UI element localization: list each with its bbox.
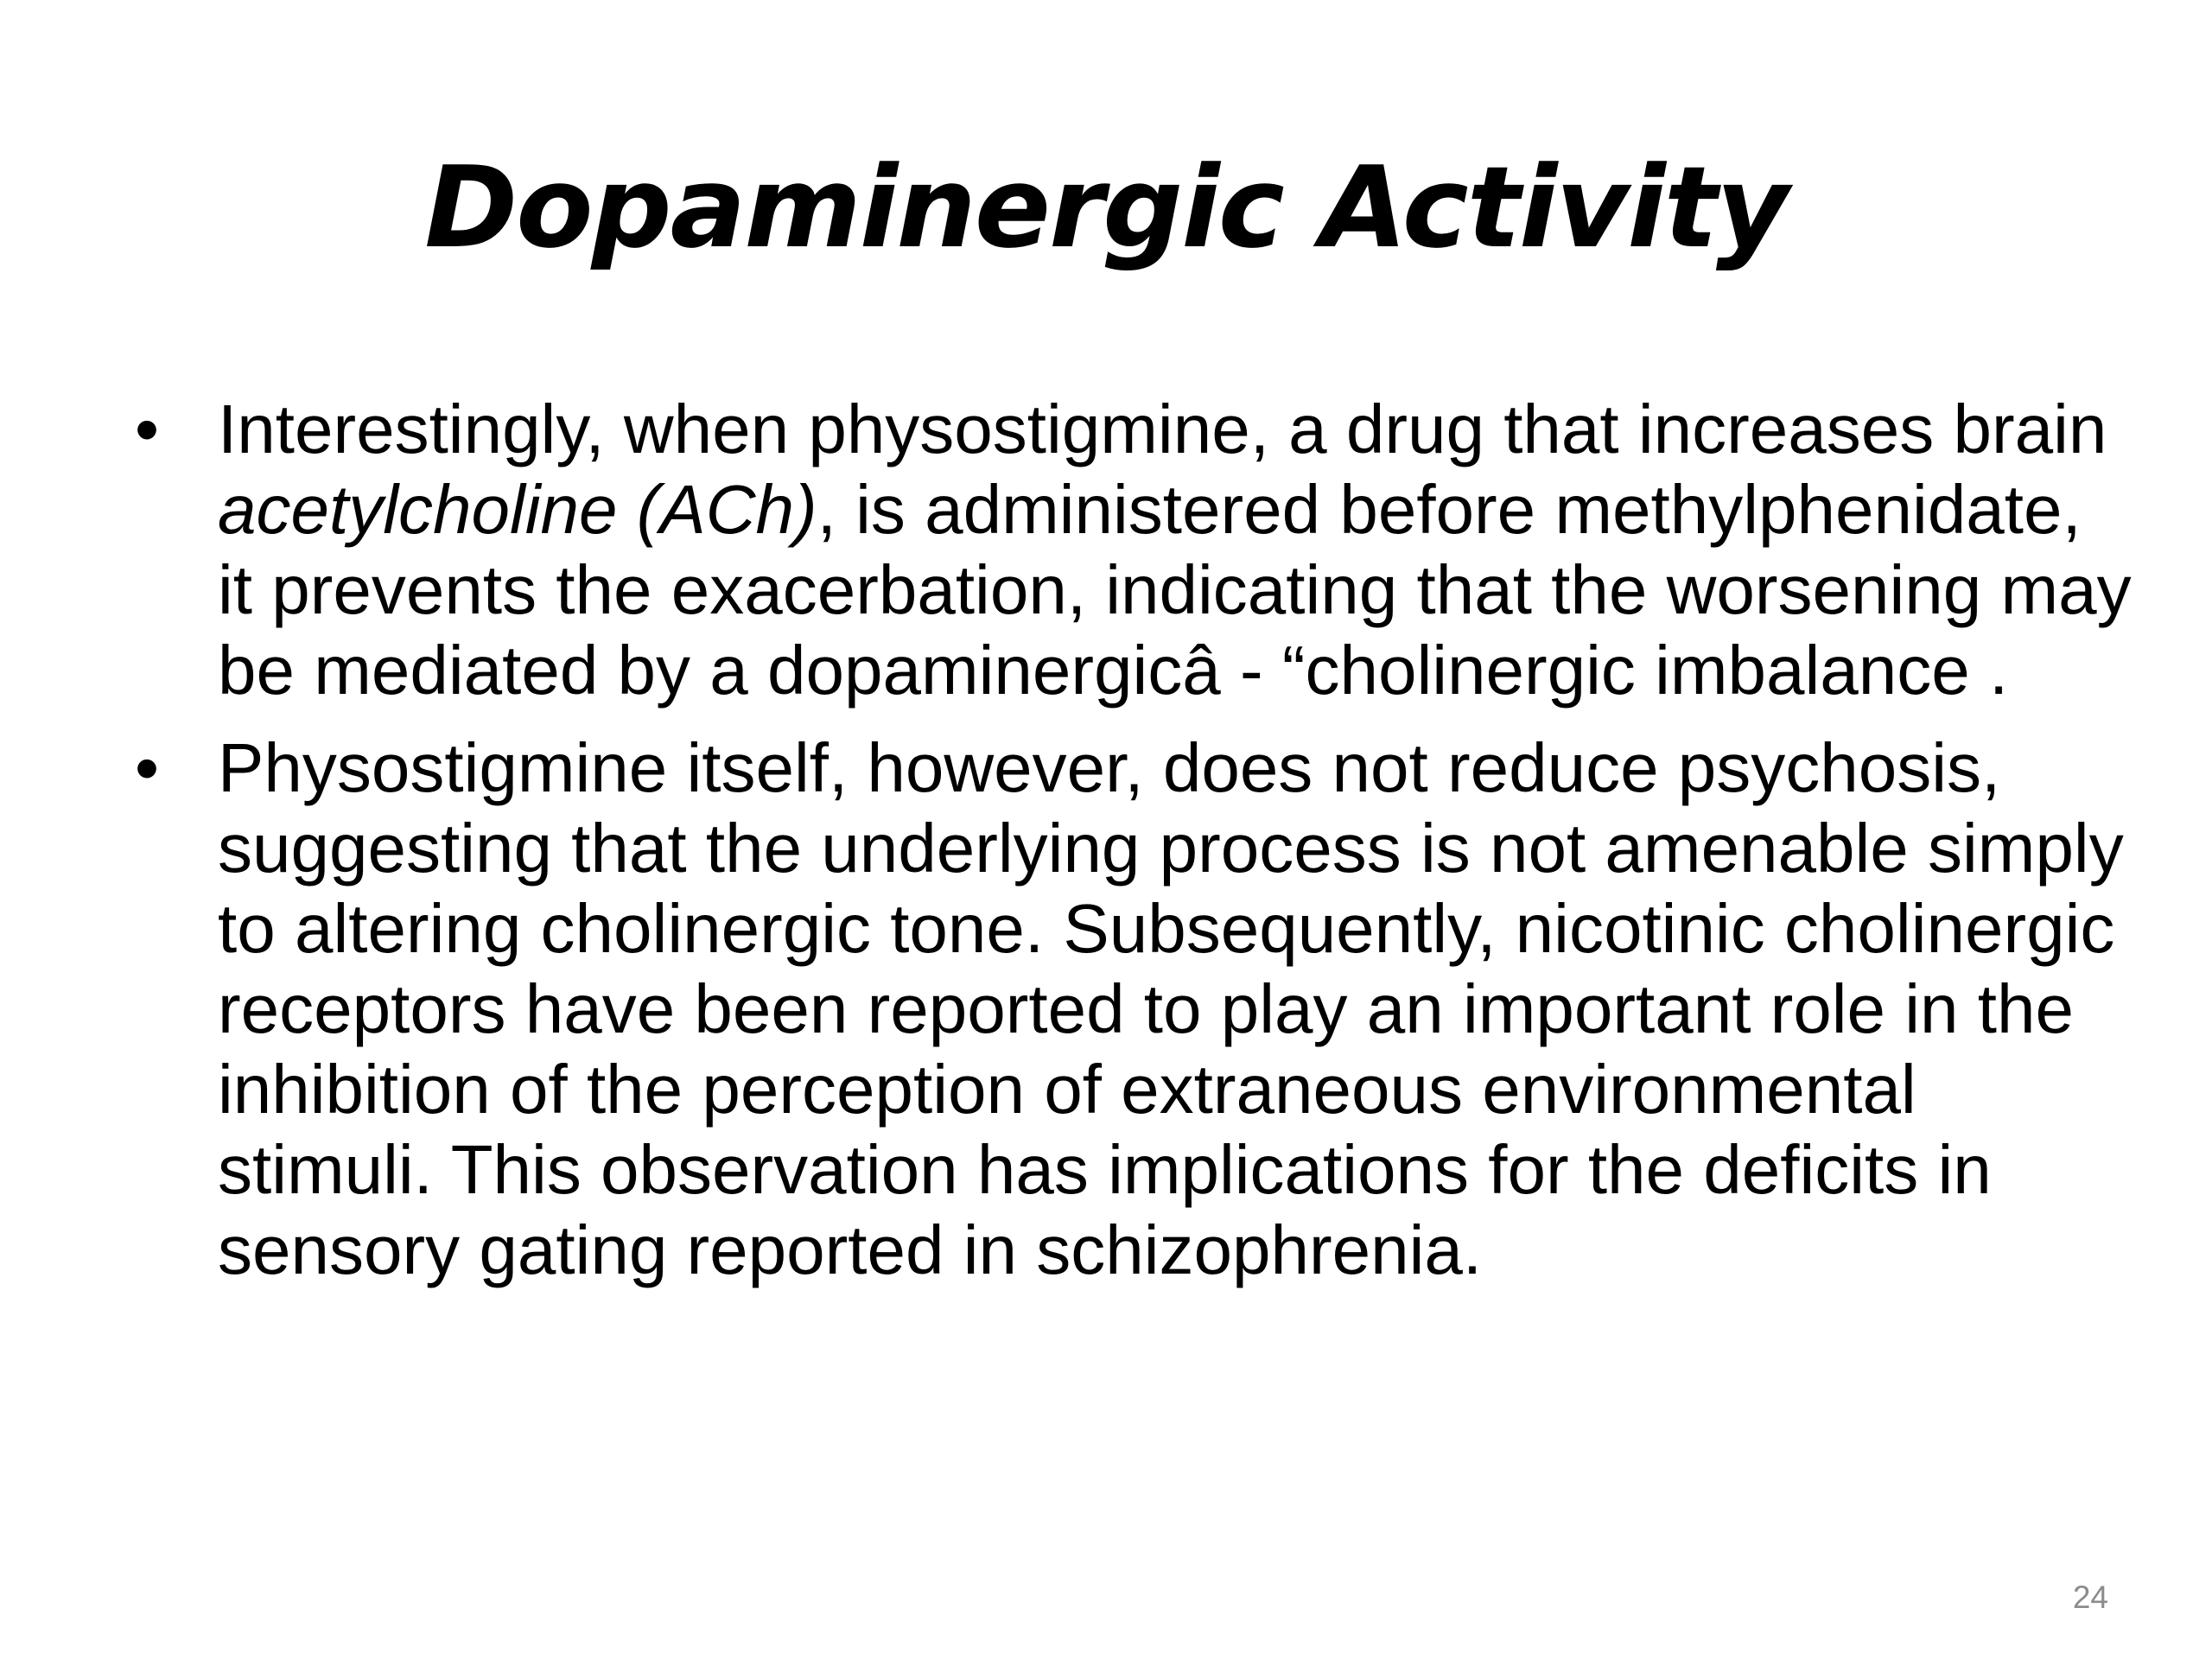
bullet-text-start: Interestingly, when physostigmine, a drug that increases brain (218, 391, 2107, 467)
bullet-marker: • (134, 729, 159, 806)
slide-title: Dopaminergic Activity (424, 142, 1788, 273)
bullet-text-end: , is administered before methylphenidate, it prevents the exacerbation, indicating that the worsening may be mediated by a dopaminergicâ - “cholinergic imbalance . (218, 471, 2132, 709)
bullet-item-2 (121, 728, 2134, 1290)
bullet-list (121, 389, 2134, 1307)
bullet-item-1 (121, 389, 2134, 710)
bullet-text-italic: acetylcholine (ACh) (218, 471, 817, 548)
bullet-marker: • (134, 391, 159, 467)
bullet-text: Physostigmine itself, however, does not reduce psychosis, suggesting that the underlying process is not amenable simply to altering cholinergic tone. Subsequently, nicotinic cholinergic receptors have been reported to play an important role in the inhibition of the perception of extraneous environmental stimuli. This observation has implications for the deficits in sensory gating reported in schizophrenia. (218, 729, 2124, 1288)
page-number: 24 (2072, 1580, 2108, 1615)
